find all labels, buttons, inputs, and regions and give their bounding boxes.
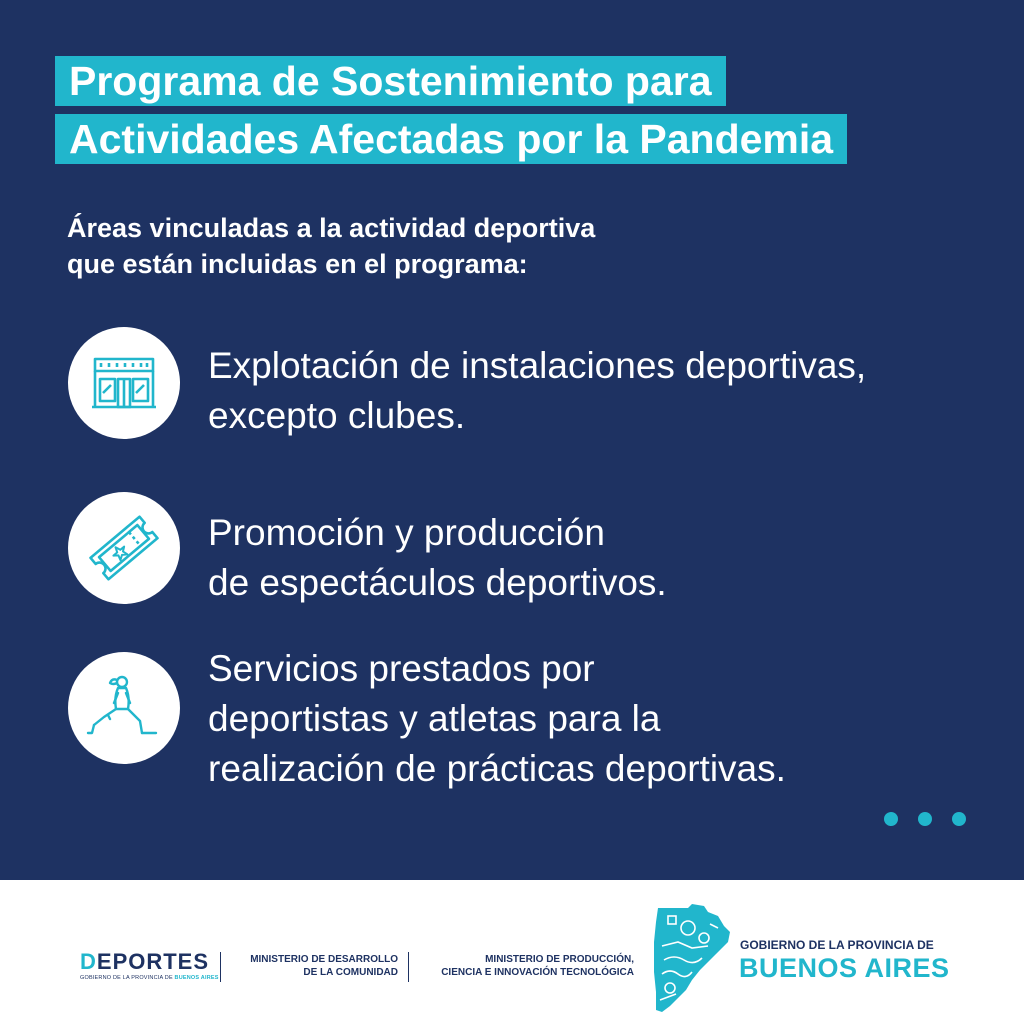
- icon-circle: [68, 492, 180, 604]
- title-line-1: Programa de Sostenimiento para: [55, 56, 726, 106]
- deportes-initial: D: [80, 949, 97, 974]
- government-line-2: BUENOS AIRES: [739, 953, 950, 983]
- deportes-wordmark: [80, 951, 219, 973]
- dot: [918, 812, 932, 826]
- government-line-1: GOBIERNO DE LA PROVINCIA DE: [740, 938, 934, 952]
- item-line: Promoción y producción: [208, 512, 605, 553]
- ministry-desarrollo: [224, 953, 398, 979]
- list-item-shows: [68, 492, 968, 612]
- deportes-logo: [80, 951, 219, 981]
- ministry-produccion: [412, 953, 634, 979]
- item-line: Explotación de instalaciones deportivas,: [208, 345, 867, 386]
- icon-circle: [68, 327, 180, 439]
- item-line: realización de prácticas deportivas.: [208, 748, 786, 789]
- deportes-sub-prefix: GOBIERNO DE LA PROVINCIA DE: [80, 975, 175, 981]
- ministry-line: DE LA COMUNIDAD: [303, 967, 398, 978]
- footer: [0, 880, 1024, 1024]
- deportes-subline: [80, 975, 219, 981]
- ministry-line: CIENCIA E INNOVACIÓN TECNOLÓGICA: [441, 967, 634, 978]
- deportes-sub-highlight: BUENOS AIRES: [174, 975, 219, 981]
- item-line: Servicios prestados por: [208, 648, 595, 689]
- list-item-facilities: [68, 327, 968, 447]
- subtitle-line-2: que están incluidas en el programa:: [67, 249, 528, 279]
- divider: [220, 952, 221, 982]
- dot: [952, 812, 966, 826]
- ticket-icon: [84, 508, 164, 588]
- item-text: [208, 644, 786, 794]
- item-line: excepto clubes.: [208, 395, 466, 436]
- item-text: [208, 341, 866, 441]
- divider: [408, 952, 409, 982]
- dot: [884, 812, 898, 826]
- ministry-line: MINISTERIO DE PRODUCCIÓN,: [485, 954, 634, 965]
- list-item-athletes: [68, 648, 968, 789]
- title-line-2: Actividades Afectadas por la Pandemia: [55, 114, 847, 164]
- item-line: de espectáculos deportivos.: [208, 562, 667, 603]
- ministry-line: MINISTERIO DE DESARROLLO: [250, 954, 398, 965]
- subtitle: [67, 210, 595, 282]
- province-map-icon: [648, 902, 732, 1014]
- storefront-icon: [91, 353, 157, 413]
- subtitle-line-1: Áreas vinculadas a la actividad deportiva: [67, 213, 596, 243]
- icon-circle: [68, 652, 180, 764]
- athlete-lunge-icon: [84, 673, 164, 743]
- deportes-rest: EPORTES: [96, 949, 210, 974]
- more-dots: [884, 812, 966, 826]
- item-line: deportistas y atletas para la: [208, 698, 661, 739]
- item-text: [208, 508, 667, 608]
